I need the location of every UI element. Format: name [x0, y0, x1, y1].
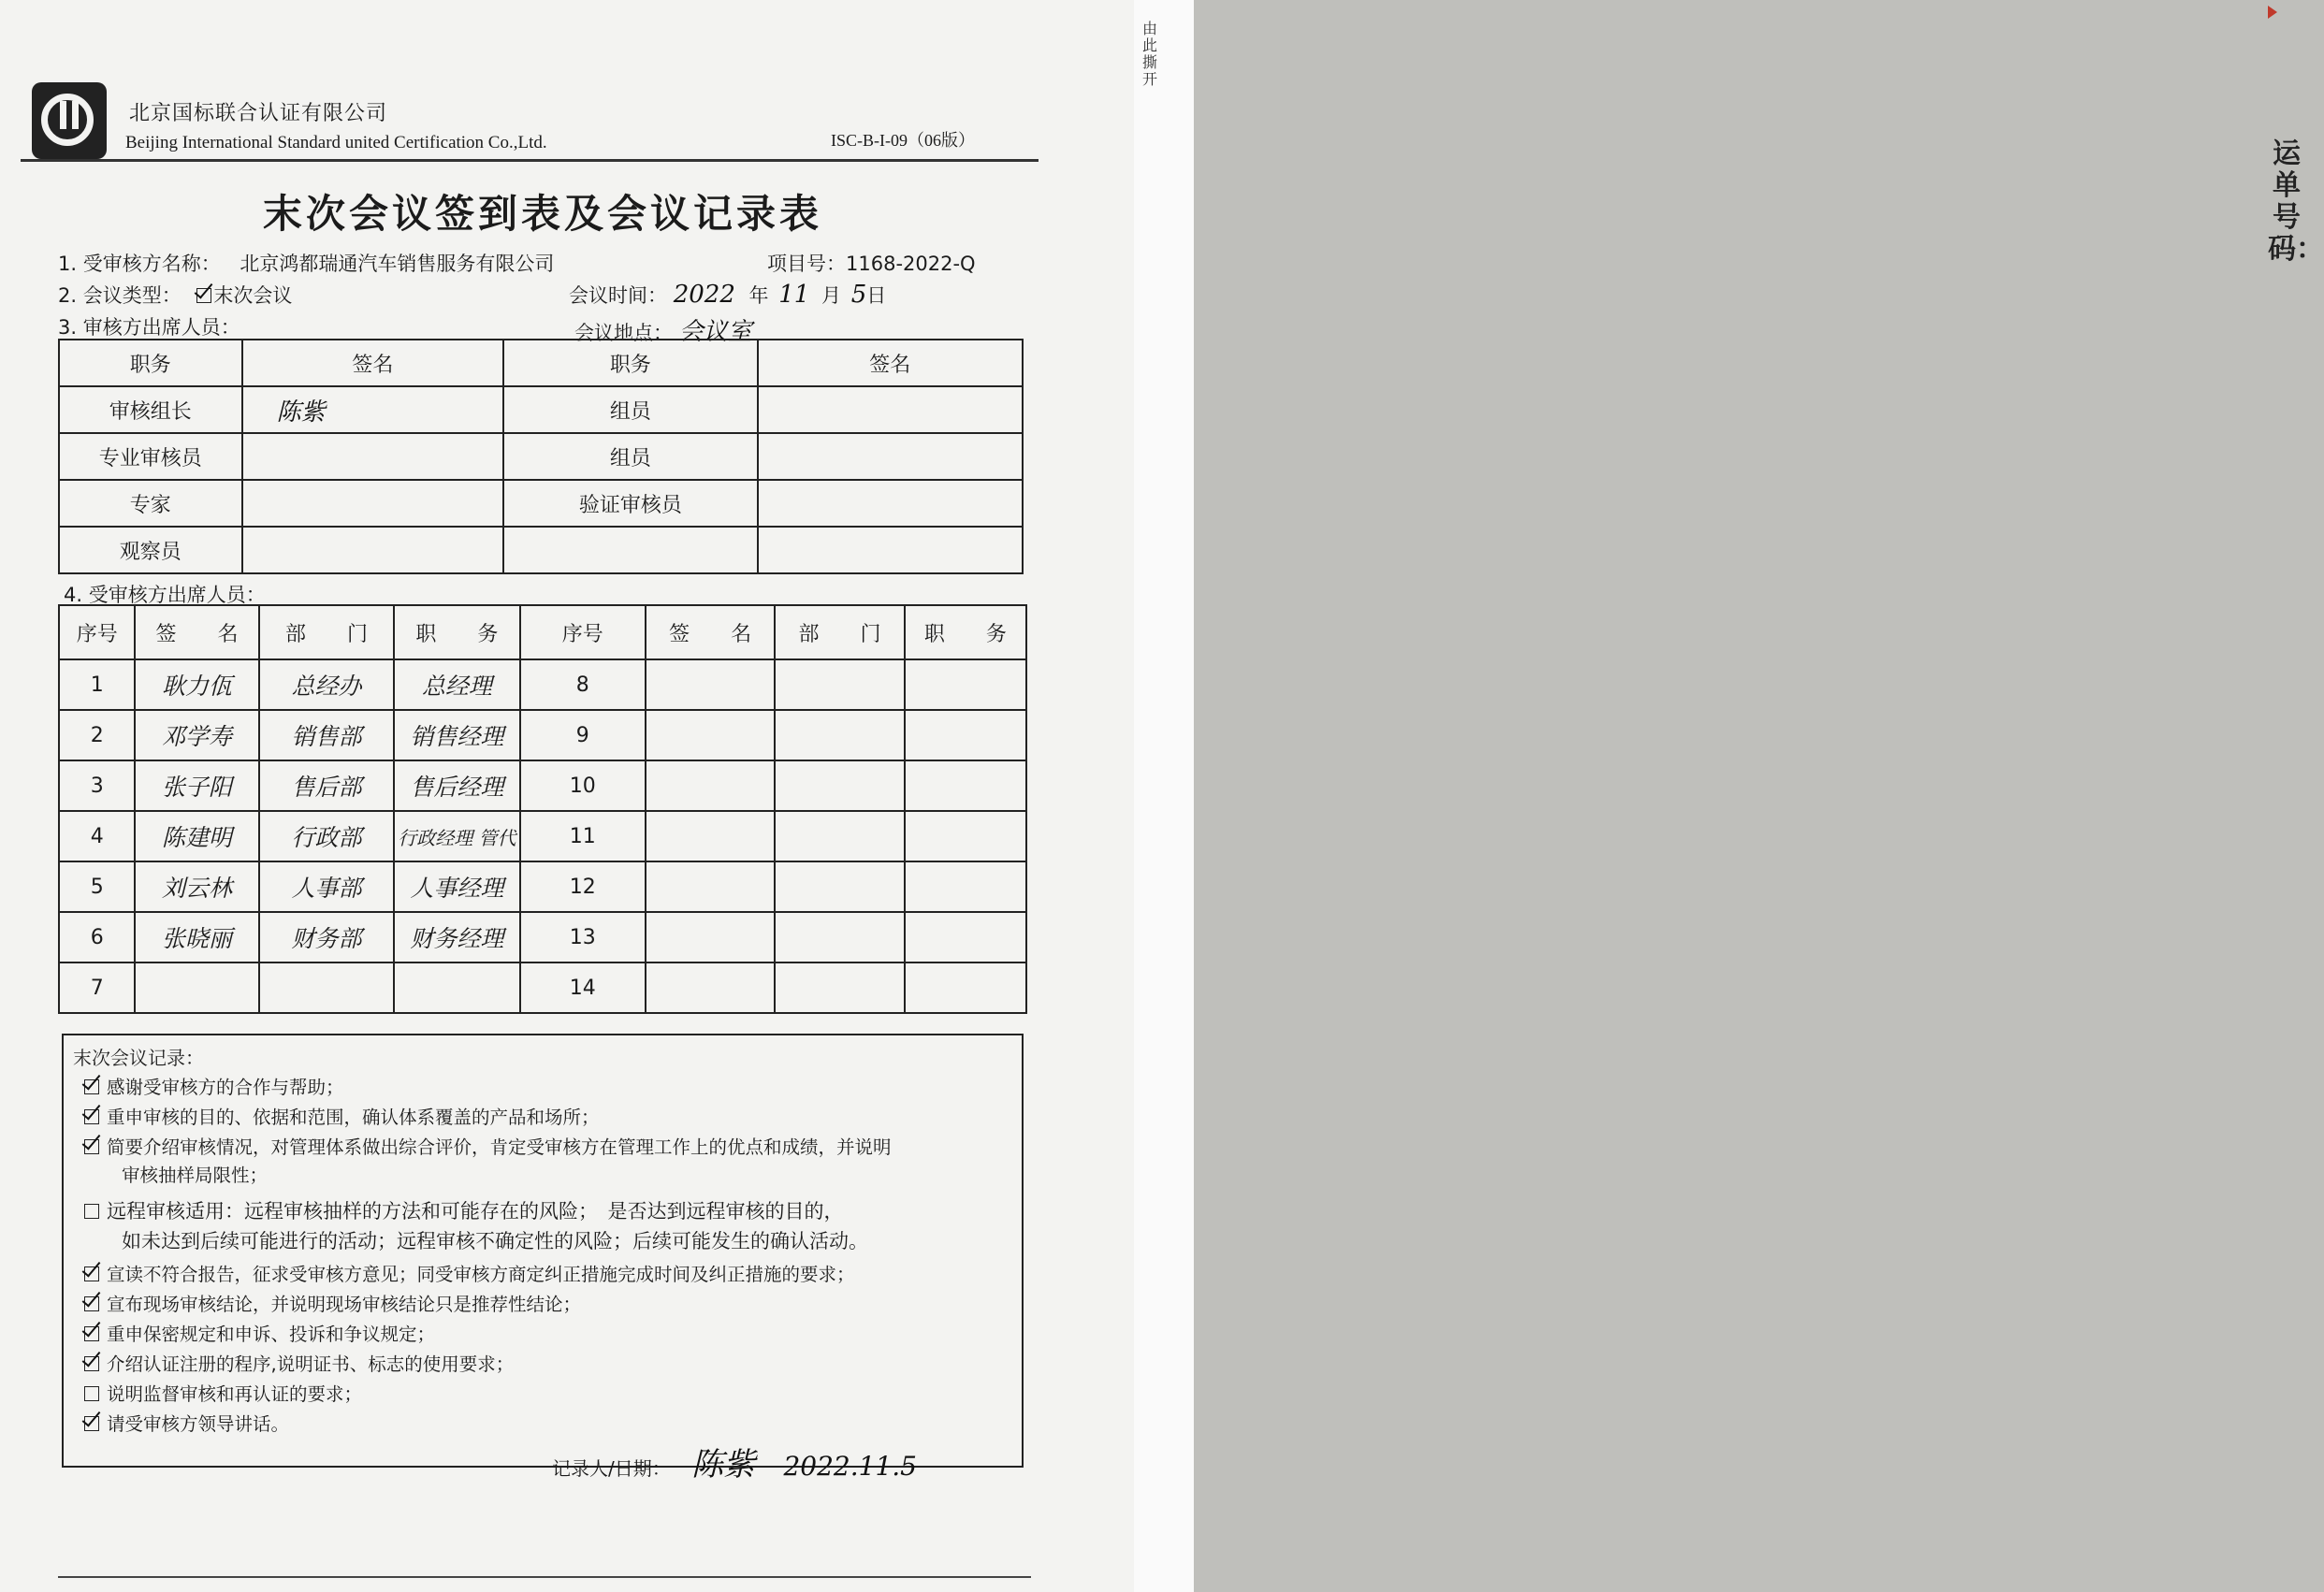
- seq-cell: 6: [59, 912, 135, 962]
- seq-cell: 8: [520, 659, 646, 710]
- meeting-time-day: 5: [850, 281, 867, 309]
- header-position: 职 务: [394, 605, 519, 659]
- seq-cell: 11: [520, 811, 646, 861]
- record-item: [84, 1133, 892, 1159]
- role-cell: 观察员: [59, 527, 242, 573]
- auditee-label: 1. 受审核方名称：: [58, 253, 221, 275]
- table-row: [59, 527, 1023, 573]
- form-paper: [0, 0, 1137, 1592]
- department-cell[interactable]: 售后部: [259, 760, 395, 811]
- project-value: 1168-2022-Q: [846, 253, 976, 275]
- department-cell[interactable]: [259, 962, 395, 1013]
- position-cell[interactable]: [905, 811, 1026, 861]
- role-cell: 组员: [503, 433, 757, 480]
- project-number-line: [767, 249, 976, 277]
- header-role: 职务: [59, 340, 242, 386]
- position-cell[interactable]: [905, 912, 1026, 962]
- record-item: [84, 1073, 344, 1099]
- record-item-text: 说明监督审核和再认证的要求；: [107, 1383, 363, 1405]
- checkbox[interactable]: [84, 1109, 99, 1124]
- record-item-text: 感谢受审核方的合作与帮助；: [107, 1077, 344, 1098]
- role-cell: 验证审核员: [503, 480, 757, 527]
- meeting-type-checkbox[interactable]: [196, 288, 211, 303]
- meeting-time-line: [569, 281, 886, 309]
- header-divider: [21, 159, 1039, 162]
- checkbox[interactable]: [84, 1296, 99, 1311]
- year-unit: 年: [748, 284, 769, 307]
- department-cell[interactable]: [775, 710, 904, 760]
- signature-cell[interactable]: 陈紫: [242, 386, 504, 433]
- signature-cell[interactable]: [242, 480, 504, 527]
- form-title: 末次会议签到表及会议记录表: [262, 191, 822, 237]
- signature-cell[interactable]: [758, 386, 1023, 433]
- header-seq: 序号: [59, 605, 135, 659]
- header-seq: 序号: [520, 605, 646, 659]
- meeting-type-value: 末次会议: [213, 284, 293, 307]
- header-department: 部 门: [775, 605, 904, 659]
- role-cell: 审核组长: [59, 386, 242, 433]
- header-signature: 签名: [758, 340, 1023, 386]
- record-item-text: 简要介绍审核情况，对管理体系做出综合评价，肯定受审核方在管理工作上的优点和成绩，并说明: [107, 1136, 892, 1158]
- checkbox[interactable]: [84, 1386, 99, 1401]
- meeting-place-value: 会议室: [678, 318, 752, 346]
- checkbox[interactable]: [84, 1266, 99, 1281]
- record-item: [84, 1196, 844, 1224]
- signature-cell[interactable]: [135, 962, 258, 1013]
- seq-cell: 4: [59, 811, 135, 861]
- department-cell[interactable]: 行政部: [259, 811, 395, 861]
- signature-cell[interactable]: [758, 527, 1023, 573]
- table-row: [59, 659, 1026, 710]
- header-department: 部 门: [259, 605, 395, 659]
- position-cell[interactable]: 财务经理: [394, 912, 519, 962]
- signature-cell[interactable]: [646, 811, 775, 861]
- record-item-text: 重申保密规定和申诉、投诉和争议规定；: [107, 1324, 436, 1345]
- department-cell[interactable]: 总经办: [259, 659, 395, 710]
- record-item-text: 远程审核适用：远程审核抽样的方法和可能存在的风险； 是否达到远程审核的目的，: [107, 1200, 844, 1223]
- role-cell: 专家: [59, 480, 242, 527]
- auditor-attendance-table: [58, 339, 1024, 574]
- table-row: [59, 433, 1023, 480]
- header-signature: 签 名: [135, 605, 258, 659]
- record-item: [84, 1350, 514, 1376]
- seq-cell: 13: [520, 912, 646, 962]
- table-header-row: [59, 340, 1023, 386]
- signature-cell[interactable]: [646, 912, 775, 962]
- header-position: 职 务: [905, 605, 1026, 659]
- table-row: [59, 710, 1026, 760]
- department-cell[interactable]: [775, 760, 904, 811]
- record-item: [84, 1410, 289, 1436]
- position-cell[interactable]: 行政经理 管代: [394, 811, 519, 861]
- auditee-name-line: [58, 249, 554, 277]
- bottom-divider: [58, 1576, 1031, 1578]
- position-cell[interactable]: [905, 659, 1026, 710]
- position-cell[interactable]: [394, 962, 519, 1013]
- record-item-continuation: 审核抽样局限性；: [122, 1165, 269, 1186]
- seq-cell: 9: [520, 710, 646, 760]
- position-cell[interactable]: 总经理: [394, 659, 519, 710]
- position-cell[interactable]: [905, 962, 1026, 1013]
- position-cell[interactable]: 售后经理: [394, 760, 519, 811]
- waybill-strip: [1134, 0, 2324, 1592]
- signature-cell[interactable]: [758, 433, 1023, 480]
- department-cell[interactable]: [775, 912, 904, 962]
- table-row: [59, 480, 1023, 527]
- department-cell[interactable]: 销售部: [259, 710, 395, 760]
- signature-cell[interactable]: [646, 861, 775, 912]
- auditee-attendees-label: 4. 受审核方出席人员：: [64, 584, 266, 606]
- record-item-text: 请受审核方领导讲话。: [107, 1413, 290, 1435]
- form-code: ISC-B-I-09（06版）: [831, 131, 975, 150]
- header-signature: 签 名: [646, 605, 775, 659]
- checkbox[interactable]: [84, 1416, 99, 1431]
- record-item-text: 介绍认证注册的程序,说明证书、标志的使用要求；: [107, 1353, 515, 1375]
- month-unit: 月: [821, 284, 842, 307]
- signature-cell[interactable]: [242, 433, 504, 480]
- signature-cell[interactable]: [242, 527, 504, 573]
- seq-cell: 3: [59, 760, 135, 811]
- signature-cell[interactable]: [646, 659, 775, 710]
- signature-cell[interactable]: [646, 962, 775, 1013]
- department-cell[interactable]: [775, 811, 904, 861]
- role-cell: 组员: [503, 386, 757, 433]
- record-item: [84, 1103, 600, 1129]
- table-row: [59, 811, 1026, 861]
- company-name-cn: 北京国标联合认证有限公司: [129, 102, 388, 125]
- seq-cell: 14: [520, 962, 646, 1013]
- signature-cell[interactable]: 邓学寿: [135, 710, 258, 760]
- record-item: [84, 1320, 435, 1346]
- auditor-attendees-label: 3. 审核方出席人员：: [58, 316, 240, 339]
- meeting-type-line: [58, 281, 292, 309]
- record-item: [84, 1290, 581, 1316]
- seq-cell: 2: [59, 710, 135, 760]
- auditee-attendance-table: [58, 604, 1027, 1014]
- record-item: [84, 1380, 362, 1406]
- signature-cell[interactable]: [646, 710, 775, 760]
- record-item-continuation: 如未达到后续可能进行的活动；远程审核不确定性的风险；后续可能发生的确认活动。: [122, 1230, 868, 1252]
- record-item-text: 宣读不符合报告，征求受审核方意见；同受审核方商定纠正措施完成时间及纠正措施的要求；: [107, 1264, 855, 1285]
- table-row: [59, 386, 1023, 433]
- project-label: 项目号：: [767, 253, 846, 275]
- header-signature: 签名: [242, 340, 504, 386]
- recorder-label: 记录人/日期：: [552, 1457, 671, 1480]
- checkbox[interactable]: [84, 1204, 99, 1219]
- checkbox[interactable]: [84, 1139, 99, 1154]
- record-title: 末次会议记录：: [73, 1047, 204, 1069]
- record-item: [84, 1260, 855, 1286]
- waybill-number-label: 运单号码：: [2268, 137, 2324, 266]
- role-cell: [503, 527, 757, 573]
- checkbox[interactable]: [84, 1326, 99, 1341]
- department-cell[interactable]: [775, 659, 904, 710]
- checkbox[interactable]: [84, 1079, 99, 1094]
- header-role: 职务: [503, 340, 757, 386]
- tear-here-text: 由此撕开: [1141, 20, 1157, 88]
- tear-arrow-icon: [2268, 6, 2277, 19]
- role-cell: 专业审核员: [59, 433, 242, 480]
- seq-cell: 5: [59, 861, 135, 912]
- department-cell[interactable]: [775, 962, 904, 1013]
- table-row: [59, 962, 1026, 1013]
- table-header-row: [59, 605, 1026, 659]
- signature-cell[interactable]: 张晓丽: [135, 912, 258, 962]
- position-cell[interactable]: [905, 710, 1026, 760]
- seq-cell: 1: [59, 659, 135, 710]
- table-row: [59, 912, 1026, 962]
- department-cell[interactable]: 人事部: [259, 861, 395, 912]
- recorder-signature[interactable]: 陈紫: [691, 1446, 756, 1483]
- position-cell[interactable]: 人事经理: [394, 861, 519, 912]
- signature-cell[interactable]: [758, 480, 1023, 527]
- department-cell[interactable]: 财务部: [259, 912, 395, 962]
- position-cell[interactable]: [905, 861, 1026, 912]
- checkbox[interactable]: [84, 1356, 99, 1371]
- department-cell[interactable]: [775, 861, 904, 912]
- meeting-type-label: 2. 会议类型：: [58, 284, 182, 307]
- signature-cell[interactable]: 耿力佤: [135, 659, 258, 710]
- record-item-text: 宣布现场审核结论，并说明现场审核结论只是推荐性结论；: [107, 1294, 582, 1315]
- meeting-time-label: 会议时间：: [569, 284, 667, 307]
- meeting-place-label: 会议地点：: [574, 322, 673, 344]
- position-cell[interactable]: [905, 760, 1026, 811]
- recorder-line: [552, 1439, 917, 1484]
- company-logo: [32, 82, 107, 159]
- record-item-text: 重申审核的目的、依据和范围，确认体系覆盖的产品和场所；: [107, 1107, 600, 1128]
- table-row: [59, 861, 1026, 912]
- meeting-time-month: 11: [778, 281, 810, 309]
- seq-cell: 12: [520, 861, 646, 912]
- signature-cell[interactable]: [646, 760, 775, 811]
- position-cell[interactable]: 销售经理: [394, 710, 519, 760]
- meeting-time-year: 2022: [673, 281, 735, 309]
- meeting-record-box: [62, 1034, 1024, 1468]
- day-unit: 日: [866, 284, 887, 307]
- company-name-en: Beijing International Standard united Certification Co.,Ltd.: [125, 133, 547, 152]
- signature-cell[interactable]: 刘云林: [135, 861, 258, 912]
- auditee-value: 北京鸿都瑞通汽车销售服务有限公司: [240, 253, 555, 275]
- recorder-date[interactable]: 2022.11.5: [783, 1451, 917, 1482]
- signature-cell[interactable]: 陈建明: [135, 811, 258, 861]
- table-row: [59, 760, 1026, 811]
- seq-cell: 10: [520, 760, 646, 811]
- signature-cell[interactable]: 张子阳: [135, 760, 258, 811]
- seq-cell: 7: [59, 962, 135, 1013]
